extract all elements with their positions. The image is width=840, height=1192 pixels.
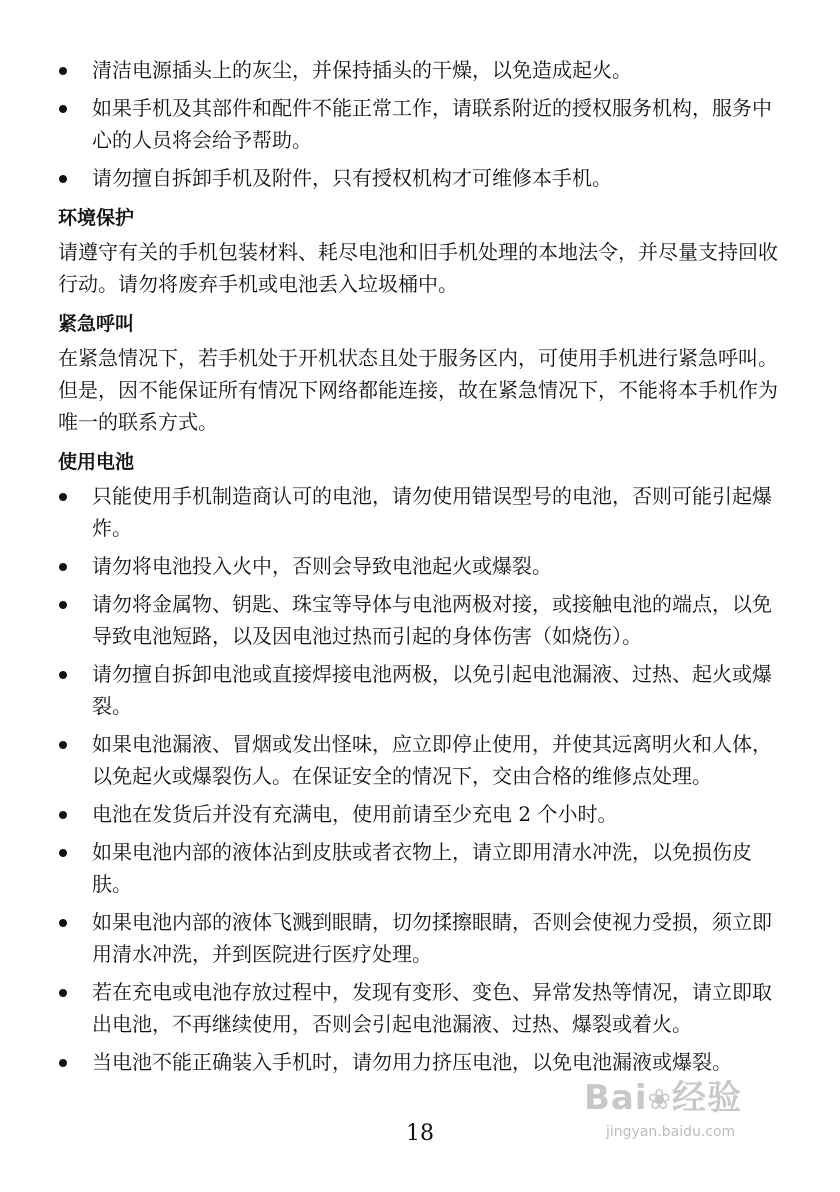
bullet-icon [59, 849, 67, 857]
bullet-icon [59, 989, 67, 997]
list-item [58, 480, 786, 544]
list-item-text: 如果电池漏液、冒烟或发出怪味，应立即停止使用，并使其远离明火和人体，以免起火或爆裂伤人。在保证安全的情况下，交由合格的维修点处理。 [92, 732, 772, 788]
bullet-icon [59, 671, 67, 679]
list-item-text: 当电池不能正确装入手机时，请勿用力挤压电池，以免电池漏液或爆裂。 [92, 1050, 732, 1074]
list-item [58, 836, 786, 900]
list-item-text: 如果手机及其部件和配件不能正常工作，请联系附近的授权服务机构，服务中心的人员将会给予帮助。 [92, 96, 772, 152]
watermark-brand [584, 1076, 824, 1122]
bullet-icon [59, 1059, 67, 1067]
document-page [58, 54, 786, 1084]
emergency-paragraph: 在紧急情况下，若手机处于开机状态且处于服务区内，可使用手机进行紧急呼叫。但是，因不能保证所有情况下网络都能连接，故在紧急情况下，不能将本手机作为唯一的联系方式。 [58, 346, 778, 434]
list-item [58, 798, 786, 830]
list-item-text: 只能使用手机制造商认可的电池，请勿使用错误型号的电池，否则可能引起爆炸。 [92, 484, 772, 540]
battery-list [58, 480, 786, 1078]
list-item [58, 976, 786, 1040]
list-item-text: 请勿将电池投入火中，否则会导致电池起火或爆裂。 [92, 554, 552, 578]
list-item [58, 54, 786, 86]
list-item-text: 若在充电或电池存放过程中，发现有变形、变色、异常发热等情况，请立即取出电池，不再继续使用，否则会引起电池漏液、过热、爆裂或着火。 [92, 980, 772, 1036]
bullet-icon [59, 741, 67, 749]
bullet-icon [59, 105, 67, 113]
battery-heading: 使用电池 [58, 451, 135, 473]
list-item [58, 658, 786, 722]
environment-heading: 环境保护 [58, 207, 135, 229]
environment-paragraph: 请遵守有关的手机包装材料、耗尽电池和旧手机处理的本地法令，并尽量支持回收行动。请勿将废弃手机或电池丢入垃圾桶中。 [58, 240, 778, 296]
list-item-text: 如果电池内部的液体飞溅到眼睛，切勿揉擦眼睛，否则会使视力受损，须立即用清水冲洗，并到医院进行医疗处理。 [92, 910, 772, 966]
baidu-watermark [584, 1076, 824, 1166]
list-item [58, 162, 786, 194]
list-item [58, 728, 786, 792]
list-item-text: 电池在发货后并没有充满电，使用前请至少充电 2 个小时。 [92, 802, 618, 826]
bullet-icon [59, 493, 67, 501]
list-item [58, 92, 786, 156]
bullet-icon [59, 919, 67, 927]
safety-list [58, 54, 786, 194]
list-item-text: 请勿将金属物、钥匙、珠宝等导体与电池两极对接，或接触电池的端点，以免导致电池短路，以及因电池过热而引起的身体伤害（如烧伤）。 [92, 592, 772, 648]
list-item-text: 请勿擅自拆卸电池或直接焊接电池两极，以免引起电池漏液、过热、起火或爆裂。 [92, 662, 772, 718]
watermark-url: jingyan.baidu.com [606, 1123, 736, 1140]
list-item-text: 请勿擅自拆卸手机及附件，只有授权机构才可维修本手机。 [92, 166, 612, 190]
bullet-icon [59, 601, 67, 609]
bullet-icon [59, 563, 67, 571]
bullet-icon [59, 175, 67, 183]
page-number: 18 [406, 1121, 434, 1146]
list-item [58, 1046, 786, 1078]
bullet-icon [59, 67, 67, 75]
watermark-brand-left: Bai [584, 1078, 648, 1118]
list-item [58, 588, 786, 652]
list-item-text: 清洁电源插头上的灰尘，并保持插头的干燥，以免造成起火。 [92, 58, 632, 82]
watermark-brand-right: 经验 [671, 1078, 742, 1118]
paw-icon: ❀ [647, 1082, 672, 1116]
bullet-icon [59, 811, 67, 819]
emergency-heading: 紧急呼叫 [58, 313, 135, 335]
list-item [58, 906, 786, 970]
list-item-text: 如果电池内部的液体沾到皮肤或者衣物上，请立即用清水冲洗，以免损伤皮肤。 [92, 840, 752, 896]
list-item [58, 550, 786, 582]
